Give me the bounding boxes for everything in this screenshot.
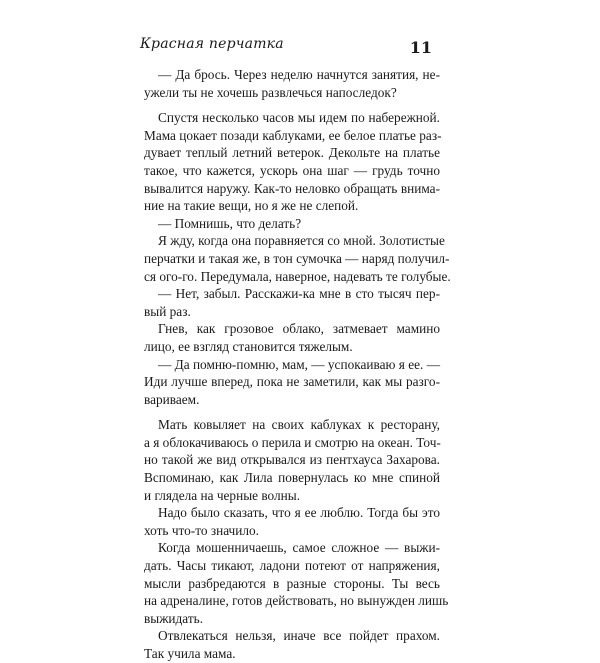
text-line: вариваем.	[144, 391, 200, 407]
text-line: хоть что-то значило.	[144, 522, 259, 538]
text-line: вый раз.	[144, 303, 191, 319]
paragraph-gap	[144, 101, 440, 109]
text-line: Мама цокает позади каблуками, ее белое платье раз-	[144, 127, 442, 143]
paragraph	[144, 356, 440, 409]
text-line: Гнев, как грозовое облако, затмевает мамино	[158, 321, 440, 337]
text-line: дувает теплый летний ветерок. Декольте на платье	[144, 145, 440, 161]
text-line: лицо, ее взгляд становится тяжелым.	[144, 338, 353, 354]
text-line: Я жду, когда она поравняется со мной. Золотистые	[158, 233, 445, 249]
text-line: Отвлекаться нельзя, иначе все пойдет прахом.	[158, 628, 440, 644]
paragraph	[144, 539, 449, 627]
text-line: такое, что кажется, ускорь она шаг — грудь точно	[144, 162, 440, 178]
page-number: 11	[409, 38, 432, 57]
text-line: Когда мошенничаешь, самое сложное — выжи-	[158, 540, 440, 556]
text-line: Так учила мама.	[144, 646, 236, 661]
text-line: Мать ковыляет на своих каблуках к ресторану,	[158, 417, 440, 433]
text-line: ся ого-го. Передумала, наверное, надевать те голубые.	[144, 268, 451, 284]
paragraph	[144, 416, 440, 504]
running-title: Красная перчатка	[140, 36, 284, 52]
text-line: дать. Часы тикают, ладони потеют от напряжения,	[144, 558, 440, 574]
paragraph	[144, 320, 440, 355]
paragraph	[144, 627, 440, 662]
text-line: — Да брось. Через неделю начнутся занятия, не-	[158, 67, 440, 82]
text-line: Надо было сказать, что я ее люблю. Тогда бы это	[158, 505, 440, 521]
text-line: ние на такие вещи, но я же не слепой.	[144, 198, 359, 214]
text-line: Спустя несколько часов мы идем по набережной.	[158, 110, 440, 126]
body-text	[144, 66, 451, 663]
text-line: вывалится наружу. Как-то неловко обращать внима-	[144, 180, 440, 196]
text-line: Вспоминаю, как Лила повернулась ко мне спиной	[144, 470, 440, 486]
paragraph-gap	[144, 408, 440, 416]
text-line: и глядела на черные волны.	[144, 487, 301, 503]
text-line: но такой же вид открывался из пентхауса Захарова.	[144, 452, 440, 468]
paragraph	[144, 109, 440, 215]
text-line: — Нет, забыл. Расскажи-ка мне в сто тысяч пер-	[158, 286, 440, 302]
text-line: на адреналине, готов действовать, но вынужден лишь	[144, 593, 449, 609]
text-line: Иди лучше вперед, пока не заметили, как мы разго-	[144, 374, 440, 390]
text-line: — Помнишь, что делать?	[158, 215, 302, 231]
text-line: перчатки и такая же, в тон сумочка — наряд получил-	[144, 250, 450, 266]
paragraph	[144, 66, 440, 101]
text-line: а я облокачиваюсь о перила и смотрю на океан. Точ-	[144, 434, 441, 450]
paragraph	[144, 232, 451, 285]
paragraph	[144, 504, 440, 539]
text-line: мысли разбредаются в разные стороны. Ты весь	[144, 575, 440, 591]
text-line: выжидать.	[144, 610, 204, 626]
paragraph	[144, 285, 440, 320]
text-line: — Да помню-помню, мам, — успокаиваю я ее. —	[158, 356, 440, 372]
text-line: ужели ты не хочешь развлечься напоследок?	[144, 84, 397, 100]
paragraph	[144, 215, 440, 233]
